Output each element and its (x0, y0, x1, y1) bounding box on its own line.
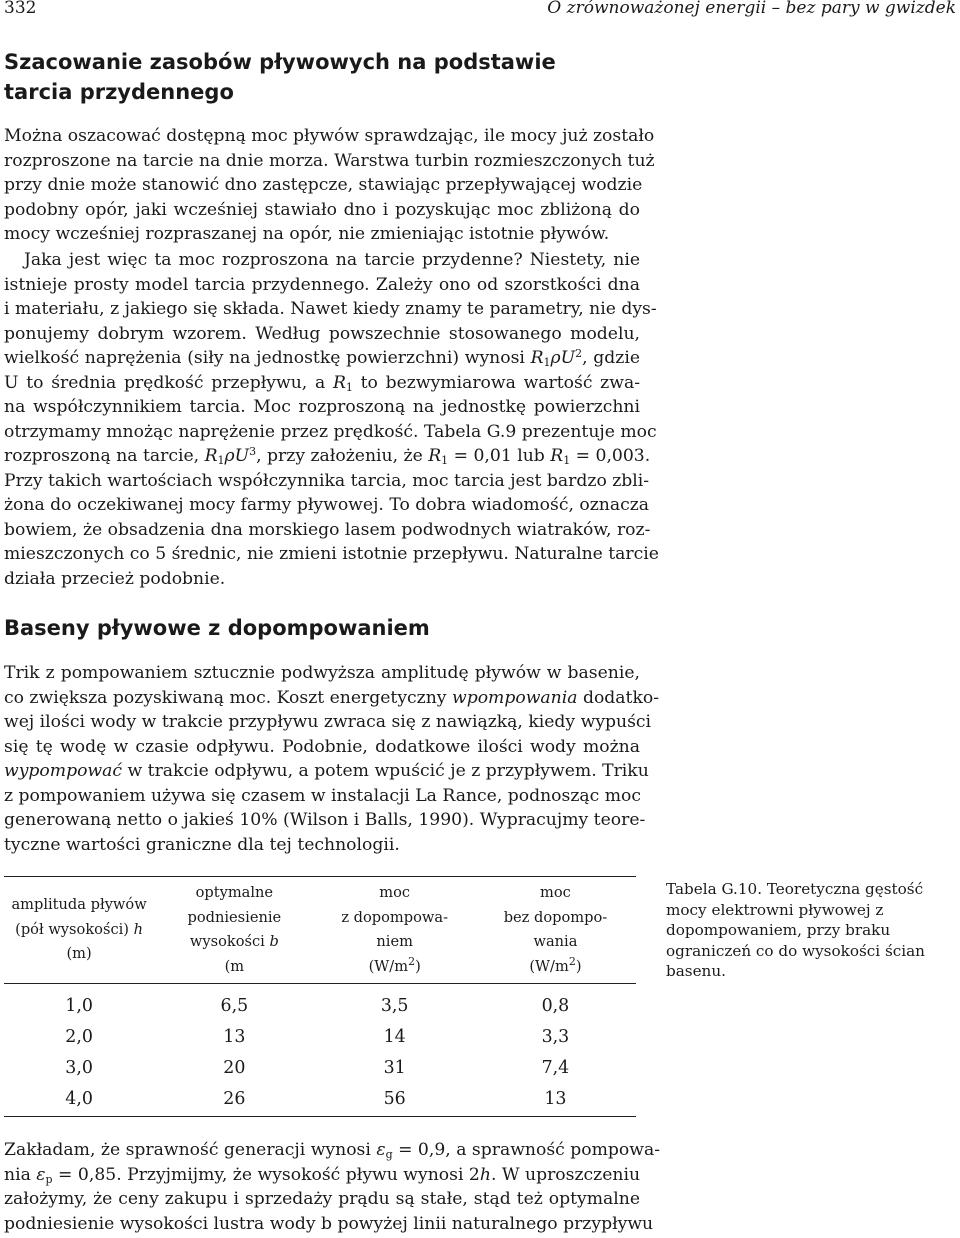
table-header-row (4, 877, 636, 984)
table-row (4, 1021, 636, 1052)
table-cell: 6,5 (220, 995, 249, 1016)
section-title-pumping: Baseny pływowe z dopompowaniem (4, 616, 430, 640)
table-cell: 31 (383, 1057, 406, 1078)
table-cell: 14 (383, 1026, 406, 1047)
table-cell: 1,0 (65, 995, 93, 1016)
header-amplitude: amplituda pływów (pół wysokości) h (m) (11, 896, 147, 963)
header-optimal-lift: optymalne podniesienie wysokości b (m (187, 884, 282, 975)
table-row (4, 984, 636, 1022)
tidal-power-table (4, 876, 636, 1117)
table-row (4, 1052, 636, 1083)
header-power-with-pumping: moc z dopompowa- niem $(W/m^2)$ (341, 884, 449, 975)
table-cell: 0,8 (541, 995, 570, 1016)
section-title-friction: Szacowanie zasobów pływowych na podstawie tarcia przydennego (4, 50, 556, 104)
paragraph-closing: Zakładam, że sprawność generacji wynosi $\varepsilon_g = 0,9$, a sprawność pompowa- nia $\varepsilon_p = 0,85$. Przyjmijmy, że wysokość pływu wynosi 2h. W uproszczeniu założymy, że ceny zakupu i sprzedaży prądu są stałe, stąd też optymalne podniesienie wysokości lustra wody b powyżej linii naturalnego przypływu (4, 1140, 660, 1234)
running-head: O zrównoważonej energii – bez pary w gwizdek (547, 0, 956, 18)
table-cell: 4,0 (65, 1089, 93, 1110)
table-cell: 13 (223, 1026, 246, 1047)
table-cell: 13 (544, 1089, 567, 1110)
table-cell: 3,0 (65, 1057, 93, 1078)
table-cell: 26 (223, 1089, 246, 1110)
table-cell: 56 (383, 1089, 406, 1110)
page-number: 332 (4, 0, 37, 18)
paragraph-pumping: Trik z pompowaniem sztucznie podwyższa amplitudę pływów w basenie, co zwiększa pozyskiwaną moc. Koszt energetyczny wpompowania dodatko- wej ilości wody w trakcie przypływu zwraca się z nawiązką, kiedy wypuści się tę wodę w czasie odpływu. Podobnie, dodatkowe ilości wody można wypompować w trakcie odpływu, a potem wpuścić je z przypływem. Triku z pompowaniem używa się czasem w instalacji La Rance, podnosząc moc generowaną netto o jakieś 10% (Wilson i Balls, 1990). Wypracujmy teore- tyczne wartości graniczne dla tej technologii. (4, 663, 660, 855)
paragraph-friction-model: Jaka jest więc ta moc rozproszona na tarcie przydenne? Niestety, nie istnieje prosty model tarcia przydennego. Zależy ono od szorstkości dna i materiału, z jakiego się składa. Nawet kiedy znamy te parametry, nie dys- ponujemy dobrym wzorem. Według powszechnie stosowanego modelu, (4, 250, 657, 344)
table-caption: Tabela G.10. Teoretyczna gęstość mocy elektrowni pływowej z dopompowaniem, przy braku ograniczeń co do wysokości ścian basenu. (666, 880, 925, 980)
table-cell: 2,0 (65, 1026, 93, 1047)
paragraph-friction-intro: Można oszacować dostępną moc pływów sprawdzając, ile mocy już zostało rozproszone na tarcie na dnie morza. Warstwa turbin rozmieszczonych tuż przy dnie może stanowić dno zastępcze, stawiając przepływającej wodzie podobny opór, jaki wcześniej stawiało dno i pozyskując moc zbliżoną do mocy wcześniej rozpraszanej na opór, nie zmieniając istotnie pływów. (4, 126, 655, 244)
table-cell: 3,3 (541, 1026, 570, 1047)
table-cell: 3,5 (380, 995, 409, 1016)
table-row (4, 1083, 636, 1116)
header-power-without-pumping: moc bez dopompo- wania $(W/m^2)$ (503, 884, 608, 975)
table-cell: 20 (223, 1057, 246, 1078)
table-cell: 7,4 (541, 1057, 570, 1078)
stress-line: wielkość naprężenia (siły na jednostkę powierzchni) wynosi $R_1\rho U^2$, gdzie U to średnia prędkość przepływu, a $R_1$ to bezwymiarowa wartość zwa- na współczynnikiem tarcia. Moc rozproszoną na jednostkę powierzchni otrzymamy mnożąc naprężenie przez prędkość. Tabela G.9 prezentuje moc rozproszoną na tarcie, $R_1\rho U^3$, przy założeniu, że $R_1 = 0,01$ lub $R_1 = 0,003$. Przy takich wartościach współczynnika tarcia, moc tarcia jest bardzo zbli- żona do oczekiwanej mocy farmy pływowej. To dobra wiadomość, oznacza bowiem, że obsadzenia dna morskiego lasem podwodnych wiatraków, roz- mieszczonych co 5 średnic, nie zmieni istotnie przepływu. Naturalne tarcie działa przecież podobnie. (4, 347, 659, 589)
